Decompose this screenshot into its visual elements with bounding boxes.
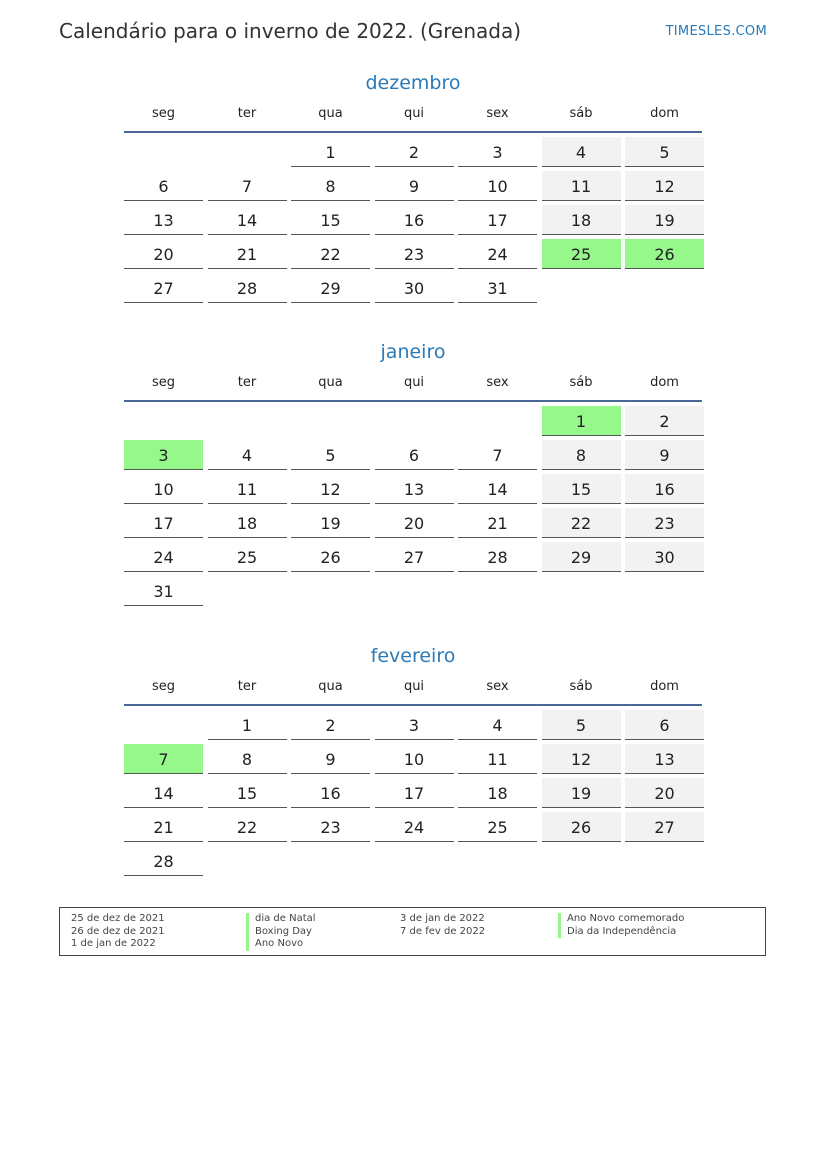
- day-cell: 18: [458, 778, 537, 808]
- day-cell: 2: [291, 710, 370, 740]
- weekend-day-cell: 5: [542, 710, 621, 740]
- weekday-label: seg: [151, 375, 176, 390]
- day-cell: 28: [208, 273, 287, 303]
- weekend-day-cell: 15: [542, 474, 621, 504]
- day-cell: 9: [291, 744, 370, 774]
- day-cell: 4: [208, 440, 287, 470]
- header-separator: [124, 704, 702, 706]
- legend-date: 1 de jan de 2022: [71, 938, 156, 949]
- holiday-legend: [59, 907, 766, 956]
- weekend-day-cell: 27: [625, 812, 704, 842]
- weekday-label: dom: [650, 375, 679, 390]
- month-december: [124, 69, 702, 303]
- day-cell: 15: [208, 778, 287, 808]
- holiday-day-cell: 25: [542, 239, 621, 269]
- day-cell: 10: [124, 474, 203, 504]
- holiday-day-cell: 7: [124, 744, 203, 774]
- day-cell: 5: [291, 440, 370, 470]
- weekday-label: qua: [318, 106, 343, 121]
- day-cell: 14: [124, 778, 203, 808]
- day-cell: 23: [291, 812, 370, 842]
- weekend-day-cell: 8: [542, 440, 621, 470]
- day-cell: 17: [458, 205, 537, 235]
- day-cell: 25: [208, 542, 287, 572]
- day-cell: 3: [375, 710, 454, 740]
- month-title: janeiro: [380, 341, 446, 363]
- legend-holiday-name: dia de Natal: [246, 913, 316, 926]
- day-cell: 12: [291, 474, 370, 504]
- weekday-label: ter: [237, 679, 257, 694]
- weekend-day-cell: 11: [542, 171, 621, 201]
- weekend-day-cell: 12: [625, 171, 704, 201]
- header-separator: [124, 400, 702, 402]
- weekday-header: [124, 366, 702, 400]
- days-grid: [124, 137, 702, 303]
- day-cell: 26: [291, 542, 370, 572]
- day-cell: 20: [375, 508, 454, 538]
- day-cell: 14: [208, 205, 287, 235]
- weekday-header: [124, 97, 702, 131]
- day-cell: 19: [291, 508, 370, 538]
- weekday-label: sex: [486, 375, 509, 390]
- day-cell: 4: [458, 710, 537, 740]
- weekend-day-cell: 4: [542, 137, 621, 167]
- day-cell: 16: [291, 778, 370, 808]
- header-separator: [124, 131, 702, 133]
- weekend-day-cell: 23: [625, 508, 704, 538]
- day-cell: 27: [375, 542, 454, 572]
- month-january: [124, 338, 702, 606]
- weekday-label: sáb: [569, 375, 593, 390]
- weekday-label: sáb: [569, 106, 593, 121]
- day-cell: 20: [124, 239, 203, 269]
- legend-holiday-name: Ano Novo comemorado: [558, 913, 684, 926]
- weekday-label: sex: [486, 679, 509, 694]
- weekend-day-cell: 9: [625, 440, 704, 470]
- weekend-day-cell: 20: [625, 778, 704, 808]
- holiday-day-cell: 1: [542, 406, 621, 436]
- brand-link[interactable]: TIMESLES.COM: [665, 24, 767, 39]
- day-cell: 10: [375, 744, 454, 774]
- day-cell: 24: [458, 239, 537, 269]
- weekend-day-cell: 16: [625, 474, 704, 504]
- day-cell: 8: [291, 171, 370, 201]
- empty-cell: [124, 710, 203, 740]
- day-cell: 1: [208, 710, 287, 740]
- day-cell: 17: [375, 778, 454, 808]
- day-cell: 31: [124, 576, 203, 606]
- weekday-label: qui: [403, 679, 425, 694]
- month-february: [124, 642, 702, 876]
- weekday-label: dom: [650, 106, 679, 121]
- weekend-day-cell: 29: [542, 542, 621, 572]
- weekend-day-cell: 6: [625, 710, 704, 740]
- day-cell: 2: [375, 137, 454, 167]
- day-cell: 10: [458, 171, 537, 201]
- weekend-day-cell: 5: [625, 137, 704, 167]
- weekday-label: qua: [318, 375, 343, 390]
- day-cell: 22: [291, 239, 370, 269]
- day-cell: 11: [208, 474, 287, 504]
- weekend-day-cell: 18: [542, 205, 621, 235]
- weekday-label: dom: [650, 679, 679, 694]
- day-cell: 15: [291, 205, 370, 235]
- weekend-day-cell: 22: [542, 508, 621, 538]
- day-cell: 7: [208, 171, 287, 201]
- day-cell: 7: [458, 440, 537, 470]
- day-cell: 21: [124, 812, 203, 842]
- weekday-label: sáb: [569, 679, 593, 694]
- day-cell: 1: [291, 137, 370, 167]
- day-cell: 11: [458, 744, 537, 774]
- day-cell: 22: [208, 812, 287, 842]
- month-title: fevereiro: [370, 645, 456, 667]
- empty-cell: [124, 137, 203, 167]
- legend-holiday-name: Boxing Day: [246, 926, 312, 939]
- day-cell: 24: [375, 812, 454, 842]
- weekday-label: qua: [318, 679, 343, 694]
- day-cell: 24: [124, 542, 203, 572]
- weekday-label: seg: [151, 679, 176, 694]
- weekday-label: seg: [151, 106, 176, 121]
- day-cell: 17: [124, 508, 203, 538]
- weekend-day-cell: 12: [542, 744, 621, 774]
- day-cell: 16: [375, 205, 454, 235]
- day-cell: 13: [124, 205, 203, 235]
- day-cell: 27: [124, 273, 203, 303]
- weekend-day-cell: 30: [625, 542, 704, 572]
- day-cell: 21: [208, 239, 287, 269]
- day-cell: 31: [458, 273, 537, 303]
- day-cell: 6: [124, 171, 203, 201]
- day-cell: 28: [458, 542, 537, 572]
- empty-cell: [291, 406, 370, 436]
- weekday-label: ter: [237, 106, 257, 121]
- day-cell: 21: [458, 508, 537, 538]
- legend-date: 7 de fev de 2022: [400, 925, 486, 937]
- weekend-day-cell: 13: [625, 744, 704, 774]
- empty-cell: [375, 406, 454, 436]
- weekday-header: [124, 670, 702, 704]
- legend-date: 26 de dez de 2021: [71, 925, 165, 937]
- day-cell: 18: [208, 508, 287, 538]
- day-cell: 28: [124, 846, 203, 876]
- day-cell: 9: [375, 171, 454, 201]
- empty-cell: [208, 137, 287, 167]
- weekend-day-cell: 19: [625, 205, 704, 235]
- day-cell: 13: [375, 474, 454, 504]
- holiday-day-cell: 3: [124, 440, 203, 470]
- legend-holiday-name: Dia da Independência: [558, 926, 676, 939]
- day-cell: 8: [208, 744, 287, 774]
- weekday-label: sex: [486, 106, 509, 121]
- month-title: dezembro: [365, 72, 461, 94]
- holiday-day-cell: 26: [625, 239, 704, 269]
- day-cell: 29: [291, 273, 370, 303]
- weekend-day-cell: 19: [542, 778, 621, 808]
- weekday-label: qui: [403, 375, 425, 390]
- day-cell: 6: [375, 440, 454, 470]
- legend-holiday-name: Ano Novo: [246, 938, 303, 951]
- weekday-label: ter: [237, 375, 257, 390]
- empty-cell: [124, 406, 203, 436]
- weekend-day-cell: 26: [542, 812, 621, 842]
- weekend-day-cell: 2: [625, 406, 704, 436]
- empty-cell: [458, 406, 537, 436]
- day-cell: 25: [458, 812, 537, 842]
- day-cell: 30: [375, 273, 454, 303]
- legend-date: 25 de dez de 2021: [71, 913, 165, 924]
- day-cell: 3: [458, 137, 537, 167]
- legend-date: 3 de jan de 2022: [400, 913, 485, 924]
- day-cell: 23: [375, 239, 454, 269]
- empty-cell: [208, 406, 287, 436]
- weekday-label: qui: [403, 106, 425, 121]
- day-cell: 14: [458, 474, 537, 504]
- days-grid: [124, 406, 702, 606]
- page-title: Calendário para o inverno de 2022. (Grenada): [59, 19, 522, 43]
- days-grid: [124, 710, 702, 876]
